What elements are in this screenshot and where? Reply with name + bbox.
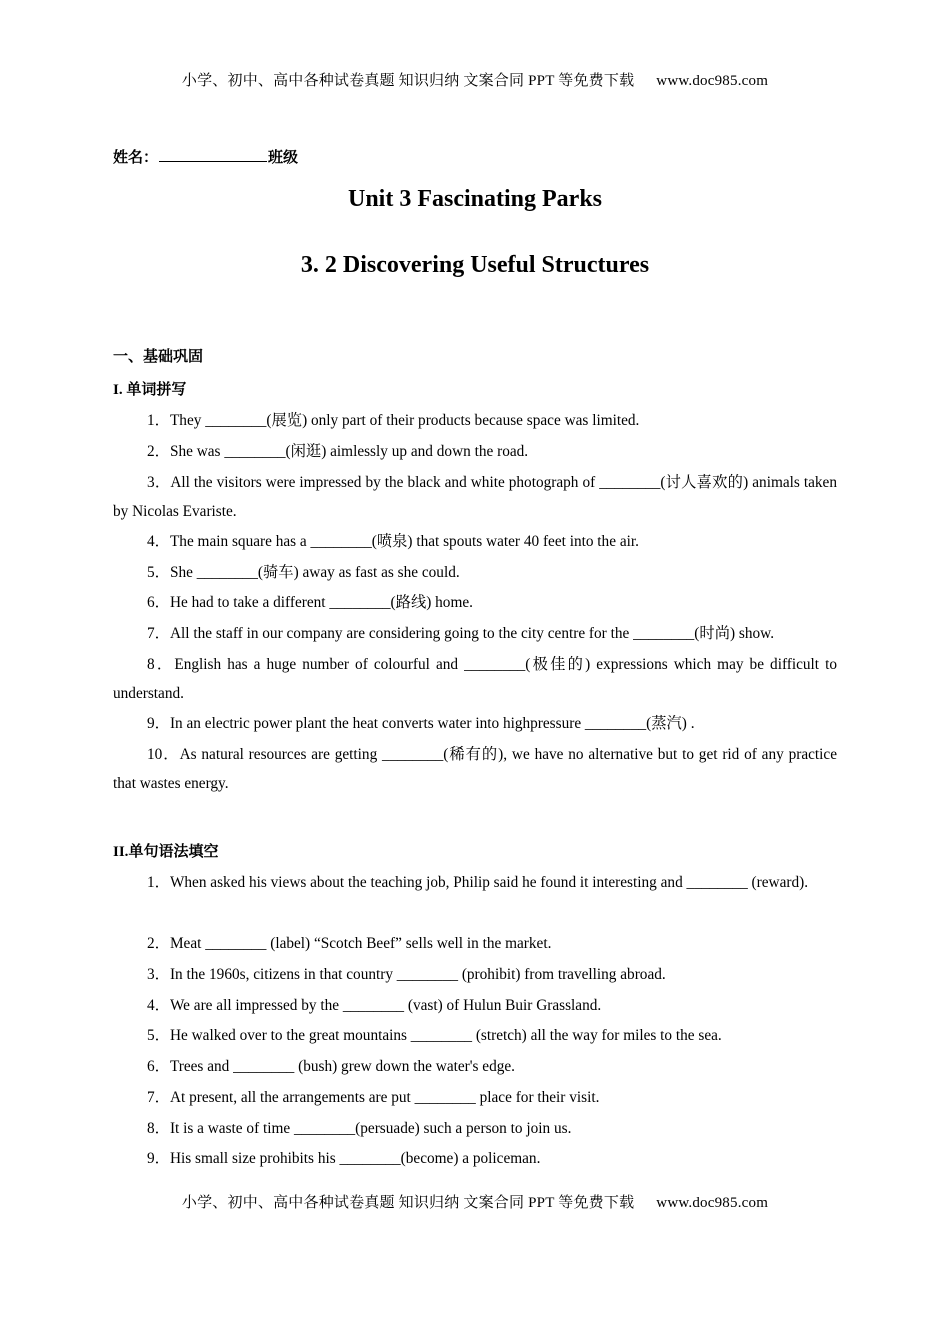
- part1-item-8: 8．English has a huge number of colourful and ________(极佳的) expressions which may be difficult to understand.: [113, 656, 837, 702]
- part2-item-5: 5．He walked over to the great mountains ________ (stretch) all the way for miles to the sea.: [147, 1027, 722, 1044]
- part2-title: 单句语法填空: [128, 842, 219, 860]
- part2-item-7: 7．At present, all the arrangements are put ________ place for their visit.: [147, 1089, 600, 1106]
- part1-heading: [113, 378, 186, 399]
- page-footer: [0, 1191, 950, 1212]
- part1-item-6: 6．He had to take a different ________(路线) home.: [147, 594, 473, 611]
- footer-ad-text: 小学、初中、高中各种试卷真题 知识归纳 文案合同 PPT 等免费下载: [181, 1195, 635, 1211]
- part2-item-9: 9．His small size prohibits his ________(become) a policeman.: [147, 1150, 541, 1167]
- part2-roman: II.: [113, 844, 129, 860]
- part1-item-3: 3．All the visitors were impressed by the black and white photograph of ________(讨人喜欢的) animals taken by Nicolas Evariste.: [113, 474, 837, 520]
- name-label: 姓名：: [113, 148, 159, 166]
- part2-heading: [113, 840, 218, 861]
- part2-item-4: 4．We are all impressed by the ________ (vast) of Hulun Buir Grassland.: [147, 997, 602, 1014]
- header-ad-text: 小学、初中、高中各种试卷真题 知识归纳 文案合同 PPT 等免费下载: [181, 73, 635, 89]
- part1-item-7: 7．All the staff in our company are considering going to the city centre for the ________(时尚) show.: [147, 625, 775, 642]
- part2-item-8: 8．It is a waste of time ________(persuade) such a person to join us.: [147, 1120, 572, 1137]
- part1-item-2: 2．She was ________(闲逛) aimlessly up and down the road.: [147, 443, 529, 460]
- part1-roman: I.: [113, 382, 123, 398]
- part2-item-3: 3．In the 1960s, citizens in that country ________ (prohibit) from travelling abroad.: [147, 966, 666, 983]
- part2-item-2: 2．Meat ________ (label) “Scotch Beef” sells well in the market.: [147, 935, 552, 952]
- part2-item-6: 6．Trees and ________ (bush) grew down the water's edge.: [147, 1058, 515, 1075]
- class-label: 班级: [268, 148, 299, 166]
- part2-item-1: 1．When asked his views about the teaching job, Philip said he found it interesting and ________ (reward).: [147, 874, 809, 891]
- part1-item-9: 9．In an electric power plant the heat converts water into highpressure ________(蒸汽) .: [147, 715, 695, 732]
- section-heading: 一、基础巩固: [113, 347, 204, 365]
- part1-item-4: 4．The main square has a ________(喷泉) that spouts water 40 feet into the air.: [147, 533, 639, 550]
- part1-title: 单词拼写: [126, 380, 187, 398]
- name-blank: [159, 148, 267, 162]
- part1-item-10: 10．As natural resources are getting ________(稀有的), we have no alternative but to get rid of any practice that wastes energy.: [113, 746, 837, 792]
- footer-site-link: www.doc985.com: [656, 1195, 769, 1211]
- page-header: [0, 69, 950, 90]
- student-info-row: [113, 146, 298, 167]
- part1-item-5: 5．She ________(骑车) away as fast as she could.: [147, 564, 460, 581]
- lesson-title: 3. 2 Discovering Useful Structures: [300, 252, 650, 278]
- part1-item-1: 1．They ________(展览) only part of their products because space was limited.: [147, 412, 640, 429]
- header-site-link: www.doc985.com: [656, 73, 769, 89]
- unit-title: Unit 3 Fascinating Parks: [347, 186, 602, 212]
